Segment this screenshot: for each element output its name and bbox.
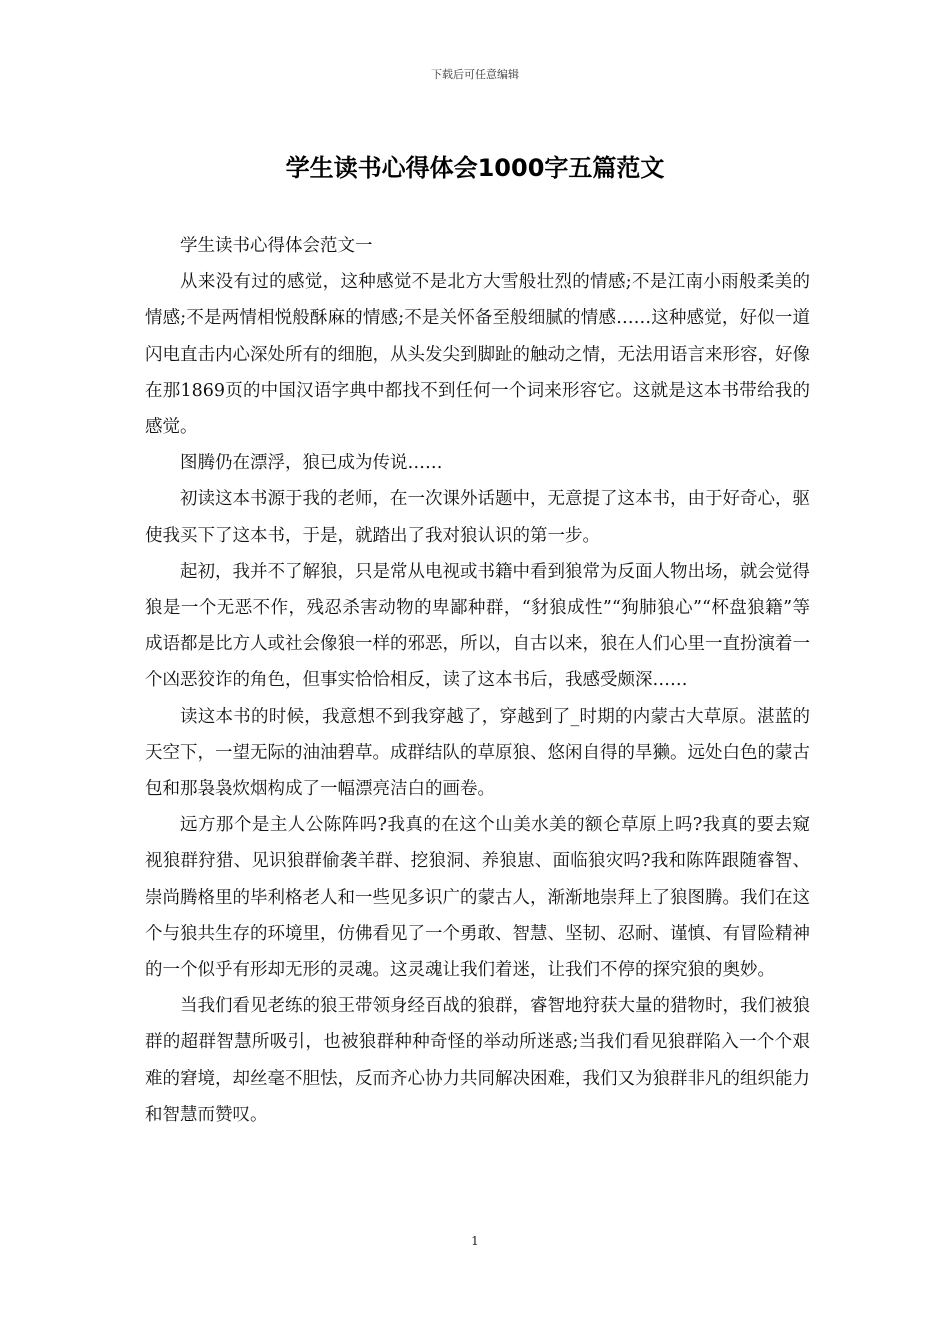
- section-heading: 学生读书心得体会范文一: [180, 236, 373, 256]
- paragraph: 图腾仍在漂浮，狼已成为传说……: [180, 453, 443, 474]
- document-body: [145, 228, 810, 1133]
- page-number: 1: [471, 1234, 479, 1248]
- paragraph: 初读这本书源于我的老师，在一次课外话题中，无意提了这本书，由于好奇心，驱使我买下了这本书，于是，就踏出了我对狼认识的第一步。: [145, 489, 810, 546]
- document-title: 学生读书心得体会1000字五篇范文: [285, 154, 665, 182]
- paragraph: 从来没有过的感觉，这种感觉不是北方大雪般壮烈的情感;不是江南小雨般柔美的情感;不是两情相悦般酥麻的情感;不是关怀备至般细腻的情感……这种感觉，好似一道闪电直击内心深处所有的细胞，从头发尖到脚趾的触动之情，无法用语言来形容，好像在那1869页的中国汉语字典中都找不到任何一个词来形容它。这就是这本书带给我的感觉。: [145, 272, 810, 438]
- paragraph: 读这本书的时候，我意想不到我穿越了，穿越到了_时期的内蒙古大草原。湛蓝的天空下，一望无际的油油碧草。成群结队的草原狼、悠闲自得的旱獭。远处白色的蒙古包和那袅袅炊烟构成了一幅漂亮洁白的画卷。: [145, 706, 810, 800]
- header-note: 下载后可任意编辑: [431, 68, 519, 81]
- paragraph: 起初，我并不了解狼，只是常从电视或书籍中看到狼常为反面人物出场，就会觉得狼是一个无恶不作，残忍杀害动物的卑鄙种群，“豺狼成性”“狗肺狼心”“杯盘狼籍”等成语都是比方人或社会像狼一样的邪恶，所以，自古以来，狼在人们心里一直扮演着一个凶恶狡诈的角色，但事实恰恰相反，读了这本书后，我感受颇深……: [145, 561, 810, 691]
- paragraph: 远方那个是主人公陈阵吗?我真的在这个山美水美的额仑草原上吗?我真的要去窥视狼群狩猎、见识狼群偷袭羊群、挖狼洞、养狼崽、面临狼灾吗?我和陈阵跟随睿智、崇尚腾格里的毕利格老人和一些见多识广的蒙古人，渐渐地崇拜上了狼图腾。我们在这个与狼共生存的环境里，仿佛看见了一个勇敢、智慧、坚韧、忍耐、谨慎、有冒险精神的一个似乎有形却无形的灵魂。这灵魂让我们着迷，让我们不停的探究狼的奥妙。: [145, 815, 810, 981]
- paragraph: 当我们看见老练的狼王带领身经百战的狼群，睿智地狩获大量的猎物时，我们被狼群的超群智慧所吸引，也被狼群种种奇怪的举动所迷惑;当我们看见狼群陷入一个个艰难的窘境，却丝毫不胆怯，反而齐心协力共同解决困难，我们又为狼群非凡的组织能力和智慧而赞叹。: [145, 996, 810, 1125]
